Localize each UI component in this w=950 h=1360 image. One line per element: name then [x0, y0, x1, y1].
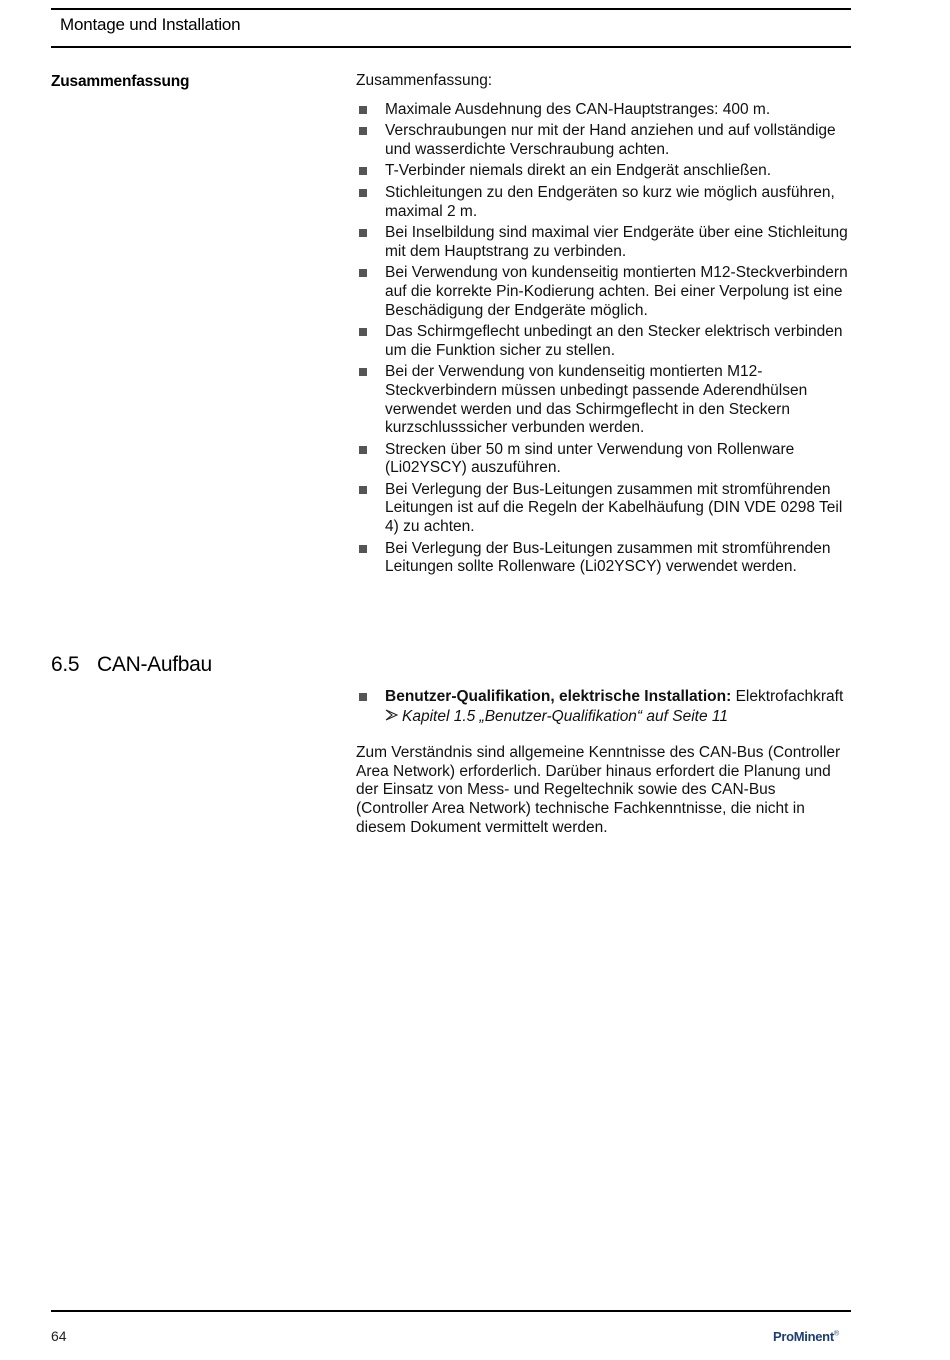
square-bullet-icon [359, 189, 367, 197]
summary-list [356, 101, 851, 577]
square-bullet-icon [359, 229, 367, 237]
footer-rule [51, 1310, 851, 1312]
square-bullet-icon [359, 486, 367, 494]
qualification-item [356, 688, 851, 726]
square-bullet-icon [359, 368, 367, 376]
square-bullet-icon [359, 127, 367, 135]
list-item: Bei Inselbildung sind maximal vier Endgeräte über eine Stichleitung mit dem Hauptstrang zu verbinden. [356, 224, 851, 261]
page-number: 64 [51, 1328, 67, 1344]
page-header-title: Montage und Installation [60, 15, 241, 34]
qualification-value: Elektrofachkraft [735, 688, 844, 705]
list-item: Bei Verlegung der Bus-Leitungen zusammen mit stromführenden Leitungen ist auf die Regeln der Kabelhäufung (DIN VDE 0298 Teil 4) zu achten. [356, 481, 851, 537]
list-item: Bei der Verwendung von kundenseitig montierten M12-Steckverbindern müssen unbedingt passende Aderendhülsen verwendet werden und das Schirmgeflecht in den Steckern kurzschlusssicher verbunden werden. [356, 363, 851, 437]
list-item: T-Verbinder niemals direkt an ein Endgerät anschließen. [356, 162, 851, 181]
list-item: Das Schirmgeflecht unbedingt an den Stecker elektrisch verbinden um die Funktion sicher zu stellen. [356, 323, 851, 360]
square-bullet-icon [359, 106, 367, 114]
arrow-reference-icon [385, 707, 398, 726]
header-top-rule [51, 8, 851, 10]
summary-intro: Zusammenfassung: [356, 72, 493, 89]
summary-side-heading: Zusammenfassung [51, 73, 190, 90]
square-bullet-icon [359, 167, 367, 175]
section-heading [51, 653, 212, 677]
list-item: Stichleitungen zu den Endgeräten so kurz wie möglich ausführen, maximal 2 m. [356, 184, 851, 221]
summary-content [356, 72, 851, 580]
section-number: 6.5 [51, 653, 80, 676]
section-content [356, 688, 851, 837]
qualification-list [356, 688, 851, 726]
header-bottom-rule [51, 46, 851, 48]
square-bullet-icon [359, 269, 367, 277]
square-bullet-icon [359, 693, 367, 701]
list-item: Verschraubungen nur mit der Hand anziehen und auf vollständige und wasserdichte Verschraubung achten. [356, 122, 851, 159]
square-bullet-icon [359, 328, 367, 336]
list-item: Maximale Ausdehnung des CAN-Hauptstranges: 400 m. [356, 101, 851, 120]
list-item: Strecken über 50 m sind unter Verwendung von Rollenware (Li02YSCY) auszuführen. [356, 441, 851, 478]
square-bullet-icon [359, 545, 367, 553]
list-item: Bei Verwendung von kundenseitig montierten M12-Steckverbindern auf die korrekte Pin-Kodierung achten. Bei einer Verpolung ist eine Beschädigung der Endgeräte möglich. [356, 264, 851, 320]
section-paragraph: Zum Verständnis sind allgemeine Kenntnisse des CAN-Bus (Controller Area Network) erforderlich. Darüber hinaus erfordert die Planung und der Einsatz von Mess- und Regeltechnik sowie des CAN-Bus (Controller Area Network) technische Fachkenntnisse, die nicht in diesem Dokument vermittelt werden. [356, 744, 841, 836]
qualification-label: Benutzer-Qualifikation, elektrische Installation: [385, 688, 732, 705]
cross-reference-link[interactable]: Kapitel 1.5 „Benutzer-Qualifikation“ auf Seite 11 [402, 707, 728, 725]
square-bullet-icon [359, 446, 367, 454]
brand-logo: ProMinent® [773, 1329, 839, 1344]
section-title: CAN-Aufbau [97, 653, 212, 676]
list-item: Bei Verlegung der Bus-Leitungen zusammen mit stromführenden Leitungen sollte Rollenware (Li02YSCY) verwendet werden. [356, 540, 851, 577]
